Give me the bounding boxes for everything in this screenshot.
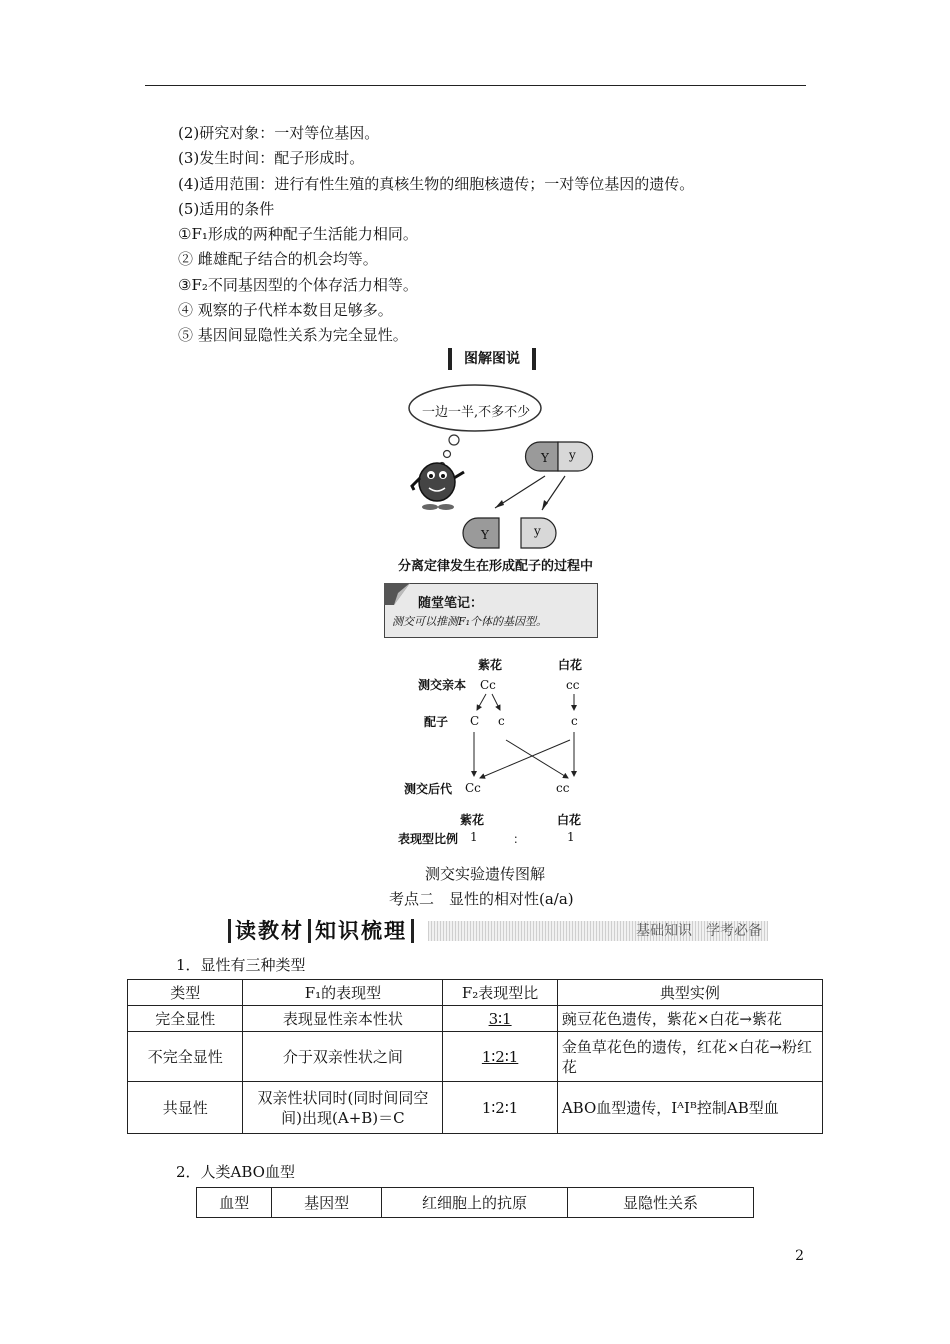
- ratio-right: 1: [567, 830, 575, 844]
- ratio-left: 1: [470, 830, 478, 844]
- table-header: 血型: [197, 1188, 272, 1218]
- offspring-het: Cc: [465, 781, 481, 795]
- table-cell: 1∶2∶1: [443, 1032, 557, 1082]
- page-number: 2: [795, 1248, 804, 1264]
- label-offspring-purple: 紫花: [460, 813, 485, 827]
- table-cell: 豌豆花色遗传，紫花×白花→紫花: [557, 1006, 822, 1032]
- allele-y-label: y: [569, 448, 576, 462]
- table-cell: 介于双亲性状之间: [243, 1032, 443, 1082]
- gamete-c1: c: [498, 714, 505, 728]
- ratio-colon: ：: [513, 832, 526, 846]
- label-gametes: 配子: [424, 715, 449, 729]
- label-offspring: 测交后代: [404, 782, 453, 796]
- label-ratio: 表现型比例: [398, 832, 459, 846]
- text-line: (2)研究对象：一对等位基因。: [178, 124, 380, 142]
- table-header: F₁的表现型: [243, 980, 443, 1006]
- table-cell: 共显性: [128, 1082, 243, 1134]
- table-header: 类型: [128, 980, 243, 1006]
- allele-Y-label: Y: [541, 451, 549, 465]
- text-line: ④ 观察的子代样本数目足够多。: [178, 301, 393, 319]
- testcross-caption: 测交实验遗传图解: [425, 865, 546, 883]
- parent-het: Cc: [480, 678, 496, 692]
- banner-knowledge: 知识梳理: [308, 919, 414, 943]
- note-box: [384, 583, 598, 638]
- section-banner-left: [228, 918, 414, 944]
- table-cell: 表现显性亲本性状: [243, 1006, 443, 1032]
- label-offspring-white: 白花: [557, 813, 582, 827]
- offspring-hom: cc: [556, 781, 570, 795]
- heading-1: 1．显性有三种类型: [176, 956, 306, 974]
- gamete-c2: c: [571, 714, 578, 728]
- table-cell: 3∶1: [443, 1006, 557, 1032]
- testcross-arrows: [400, 660, 600, 800]
- text-line: (5)适用的条件: [178, 200, 275, 218]
- figure-caption: 分离定律发生在形成配子的过程中: [398, 559, 594, 574]
- note-corner-icon: [384, 583, 414, 609]
- section-banner-right: 基础知识 学考必备: [428, 921, 768, 941]
- section-banner: [228, 918, 768, 944]
- text-line: ③F₂不同基因型的个体存活力相等。: [178, 276, 418, 294]
- table-row: [128, 1006, 823, 1032]
- table-cell: ABO血型遗传，IᴬIᴮ控制AB型血: [557, 1082, 822, 1134]
- gamete-Y-label: Y: [481, 528, 489, 542]
- dominance-table: [127, 979, 823, 1134]
- text-line: ①F₁形成的两种配子生活能力相同。: [178, 225, 418, 243]
- table-header: F₂表现型比: [443, 980, 557, 1006]
- heading-2: 2．人类ABO血型: [176, 1163, 295, 1181]
- table-cell: 双亲性状同时(同时间同空间)出现(A+B)＝C: [243, 1082, 443, 1134]
- table-header: 典型实例: [557, 980, 822, 1006]
- table-cell: 不完全显性: [128, 1032, 243, 1082]
- table-cell: 金鱼草花色的遗传，红花×白花→粉红花: [557, 1032, 822, 1082]
- parent-hom: cc: [566, 678, 580, 692]
- banner-read: 读教材: [228, 919, 308, 943]
- abo-table: [196, 1187, 754, 1218]
- table-header: 红细胞上的抗原: [381, 1188, 567, 1218]
- label-white: 白花: [558, 658, 583, 672]
- table-cell: 1∶2∶1: [443, 1082, 557, 1134]
- note-text: 测交可以推测F₁个体的基因型。: [392, 615, 548, 628]
- gamete-y-label: y: [534, 524, 541, 538]
- text-line: (4)适用范围：进行有性生殖的真核生物的细胞核遗传；一对等位基因的遗传。: [178, 175, 695, 193]
- label-purple: 紫花: [478, 658, 503, 672]
- table-row: [128, 1032, 823, 1082]
- label-parents: 测交亲本: [418, 678, 467, 692]
- table-row: [128, 1082, 823, 1134]
- speech-text: 一边一半,不多不少: [422, 405, 531, 420]
- note-title: 随堂笔记：: [418, 596, 484, 611]
- text-line: (3)发生时间：配子形成时。: [178, 149, 365, 167]
- figure-banner: 图解图说: [448, 348, 536, 370]
- table-header: 显隐性关系: [567, 1188, 753, 1218]
- text-line: ② 雌雄配子结合的机会均等。: [178, 250, 378, 268]
- table-cell: 完全显性: [128, 1006, 243, 1032]
- gamete-C: C: [470, 714, 480, 728]
- text-line: ⑤ 基因间显隐性关系为完全显性。: [178, 326, 408, 344]
- table-header: 基因型: [272, 1188, 382, 1218]
- header-rule: [145, 85, 806, 86]
- section-title: 考点二 显性的相对性(a/a): [389, 890, 574, 908]
